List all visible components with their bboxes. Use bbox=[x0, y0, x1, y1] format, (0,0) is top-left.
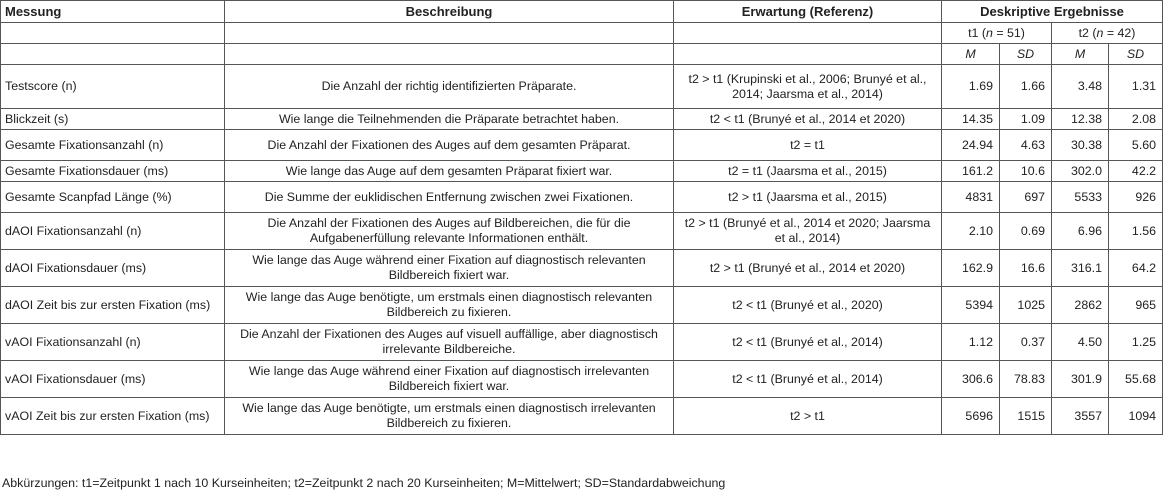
t1-sd-cell: 1025 bbox=[1000, 287, 1052, 324]
t1-mean-cell: 1.69 bbox=[942, 65, 1000, 109]
empty-cell bbox=[1, 44, 225, 65]
expectation-cell: t2 < t1 (Brunyé et al., 2020) bbox=[674, 287, 942, 324]
t1-sd-cell: 0.69 bbox=[1000, 213, 1052, 250]
expectation-cell: t2 < t1 (Brunyé et al., 2014) bbox=[674, 361, 942, 398]
table-row bbox=[1, 109, 1163, 130]
expectation-cell: t2 < t1 (Brunyé et al., 2014) bbox=[674, 324, 942, 361]
expectation-cell: t2 > t1 (Krupinski et al., 2006; Brunyé et al., 2014; Jaarsma et al., 2014) bbox=[674, 65, 942, 109]
expectation-cell: t2 > t1 (Brunyé et al., 2014 et 2020; Jaarsma et al., 2014) bbox=[674, 213, 942, 250]
t2-mean-cell: 6.96 bbox=[1052, 213, 1109, 250]
t1-sd-cell: 4.63 bbox=[1000, 130, 1052, 161]
expectation-cell: t2 > t1 (Jaarsma et al., 2015) bbox=[674, 182, 942, 213]
measure-cell: Gesamte Fixationsanzahl (n) bbox=[1, 130, 225, 161]
t2-sd-cell: 926 bbox=[1109, 182, 1163, 213]
t2-mean-cell: 5533 bbox=[1052, 182, 1109, 213]
t1-sd-cell: 78.83 bbox=[1000, 361, 1052, 398]
t1-sd-cell: 16.6 bbox=[1000, 250, 1052, 287]
t1-mean-cell: 24.94 bbox=[942, 130, 1000, 161]
t2-sd-cell: 55.68 bbox=[1109, 361, 1163, 398]
t2-sd-cell: 5.60 bbox=[1109, 130, 1163, 161]
t2-mean-cell: 302.0 bbox=[1052, 161, 1109, 182]
table-row bbox=[1, 161, 1163, 182]
t2-sd-cell: 1.31 bbox=[1109, 65, 1163, 109]
t2-m-header: M bbox=[1052, 44, 1109, 65]
description-cell: Die Anzahl der Fixationen des Auges auf visuell auffällige, aber diagnostisch irrelevante Bildbereiche. bbox=[225, 324, 674, 361]
t1-mean-cell: 4831 bbox=[942, 182, 1000, 213]
t1-mean-cell: 14.35 bbox=[942, 109, 1000, 130]
t1-sd-cell: 1.66 bbox=[1000, 65, 1052, 109]
expectation-cell: t2 > t1 (Brunyé et al., 2014 et 2020) bbox=[674, 250, 942, 287]
t1-sd-cell: 1.09 bbox=[1000, 109, 1052, 130]
t1-sd-header: SD bbox=[1000, 44, 1052, 65]
t2-mean-cell: 12.38 bbox=[1052, 109, 1109, 130]
expectation-cell: t2 > t1 bbox=[674, 398, 942, 435]
group-t2-header: t2 (n = 42) bbox=[1052, 23, 1163, 44]
description-cell: Die Anzahl der Fixationen des Auges auf Bildbereichen, die für die Aufgabenerfüllung relevante Informationen enthält. bbox=[225, 213, 674, 250]
t2-sd-cell: 64.2 bbox=[1109, 250, 1163, 287]
empty-cell bbox=[674, 23, 942, 44]
t2-sd-cell: 965 bbox=[1109, 287, 1163, 324]
t2-sd-cell: 1094 bbox=[1109, 398, 1163, 435]
t1-mean-cell: 2.10 bbox=[942, 213, 1000, 250]
measure-cell: dAOI Fixationsanzahl (n) bbox=[1, 213, 225, 250]
expectation-cell: t2 = t1 (Jaarsma et al., 2015) bbox=[674, 161, 942, 182]
description-cell: Die Anzahl der Fixationen des Auges auf dem gesamten Präparat. bbox=[225, 130, 674, 161]
expectation-cell: t2 = t1 bbox=[674, 130, 942, 161]
measure-cell: dAOI Zeit bis zur ersten Fixation (ms) bbox=[1, 287, 225, 324]
measure-cell: Gesamte Fixationsdauer (ms) bbox=[1, 161, 225, 182]
description-cell: Die Anzahl der richtig identifizierten Präparate. bbox=[225, 65, 674, 109]
measure-cell: vAOI Fixationsdauer (ms) bbox=[1, 361, 225, 398]
description-cell: Wie lange das Auge während einer Fixation auf diagnostisch relevanten Bildbereich fixiert war. bbox=[225, 250, 674, 287]
t2-sd-header: SD bbox=[1109, 44, 1163, 65]
description-cell: Wie lange das Auge während einer Fixation auf diagnostisch irrelevanten Bildbereich fixiert war. bbox=[225, 361, 674, 398]
t2-sd-cell: 42.2 bbox=[1109, 161, 1163, 182]
measure-cell: vAOI Fixationsanzahl (n) bbox=[1, 324, 225, 361]
header-messung: Messung bbox=[1, 1, 225, 23]
measure-cell: Blickzeit (s) bbox=[1, 109, 225, 130]
empty-cell bbox=[1, 23, 225, 44]
empty-cell bbox=[225, 23, 674, 44]
measure-cell: Gesamte Scanpfad Länge (%) bbox=[1, 182, 225, 213]
t1-mean-cell: 306.6 bbox=[942, 361, 1000, 398]
t1-m-header: M bbox=[942, 44, 1000, 65]
t2-mean-cell: 3557 bbox=[1052, 398, 1109, 435]
header-beschreibung: Beschreibung bbox=[225, 1, 674, 23]
table-row bbox=[1, 213, 1163, 250]
table-row bbox=[1, 287, 1163, 324]
description-cell: Die Summe der euklidischen Entfernung zwischen zwei Fixationen. bbox=[225, 182, 674, 213]
table-row bbox=[1, 130, 1163, 161]
empty-cell bbox=[674, 44, 942, 65]
table-row bbox=[1, 324, 1163, 361]
t1-mean-cell: 161.2 bbox=[942, 161, 1000, 182]
t2-sd-cell: 1.56 bbox=[1109, 213, 1163, 250]
table-row bbox=[1, 182, 1163, 213]
t2-sd-cell: 2.08 bbox=[1109, 109, 1163, 130]
description-cell: Wie lange das Auge benötigte, um erstmals einen diagnostisch relevanten Bildbereich zu fixieren. bbox=[225, 287, 674, 324]
table-row bbox=[1, 398, 1163, 435]
t2-mean-cell: 316.1 bbox=[1052, 250, 1109, 287]
t1-mean-cell: 5394 bbox=[942, 287, 1000, 324]
t1-mean-cell: 162.9 bbox=[942, 250, 1000, 287]
group-t1-header: t1 (n = 51) bbox=[942, 23, 1052, 44]
expectation-cell: t2 < t1 (Brunyé et al., 2014 et 2020) bbox=[674, 109, 942, 130]
t2-sd-cell: 1.25 bbox=[1109, 324, 1163, 361]
description-cell: Wie lange das Auge benötigte, um erstmals einen diagnostisch irrelevanten Bildbereich zu fixieren. bbox=[225, 398, 674, 435]
header-erwartung: Erwartung (Referenz) bbox=[674, 1, 942, 23]
t2-mean-cell: 30.38 bbox=[1052, 130, 1109, 161]
table-row bbox=[1, 361, 1163, 398]
empty-cell bbox=[225, 44, 674, 65]
t1-sd-cell: 697 bbox=[1000, 182, 1052, 213]
t1-sd-cell: 10.6 bbox=[1000, 161, 1052, 182]
t2-mean-cell: 4.50 bbox=[1052, 324, 1109, 361]
measure-cell: vAOI Zeit bis zur ersten Fixation (ms) bbox=[1, 398, 225, 435]
t2-mean-cell: 3.48 bbox=[1052, 65, 1109, 109]
t1-sd-cell: 0.37 bbox=[1000, 324, 1052, 361]
t2-mean-cell: 301.9 bbox=[1052, 361, 1109, 398]
t1-mean-cell: 1.12 bbox=[942, 324, 1000, 361]
t1-sd-cell: 1515 bbox=[1000, 398, 1052, 435]
header-deskriptive-ergebnisse: Deskriptive Ergebnisse bbox=[942, 1, 1163, 23]
t2-mean-cell: 2862 bbox=[1052, 287, 1109, 324]
table-row bbox=[1, 65, 1163, 109]
table-row bbox=[1, 250, 1163, 287]
t1-mean-cell: 5696 bbox=[942, 398, 1000, 435]
measure-cell: Testscore (n) bbox=[1, 65, 225, 109]
description-cell: Wie lange die Teilnehmenden die Präparate betrachtet haben. bbox=[225, 109, 674, 130]
footnote: Abkürzungen: t1=Zeitpunkt 1 nach 10 Kurseinheiten; t2=Zeitpunkt 2 nach 20 Kurseinheiten; M=Mittelwert; SD=Standardabweichung bbox=[2, 476, 726, 490]
description-cell: Wie lange das Auge auf dem gesamten Präparat fixiert war. bbox=[225, 161, 674, 182]
measure-cell: dAOI Fixationsdauer (ms) bbox=[1, 250, 225, 287]
